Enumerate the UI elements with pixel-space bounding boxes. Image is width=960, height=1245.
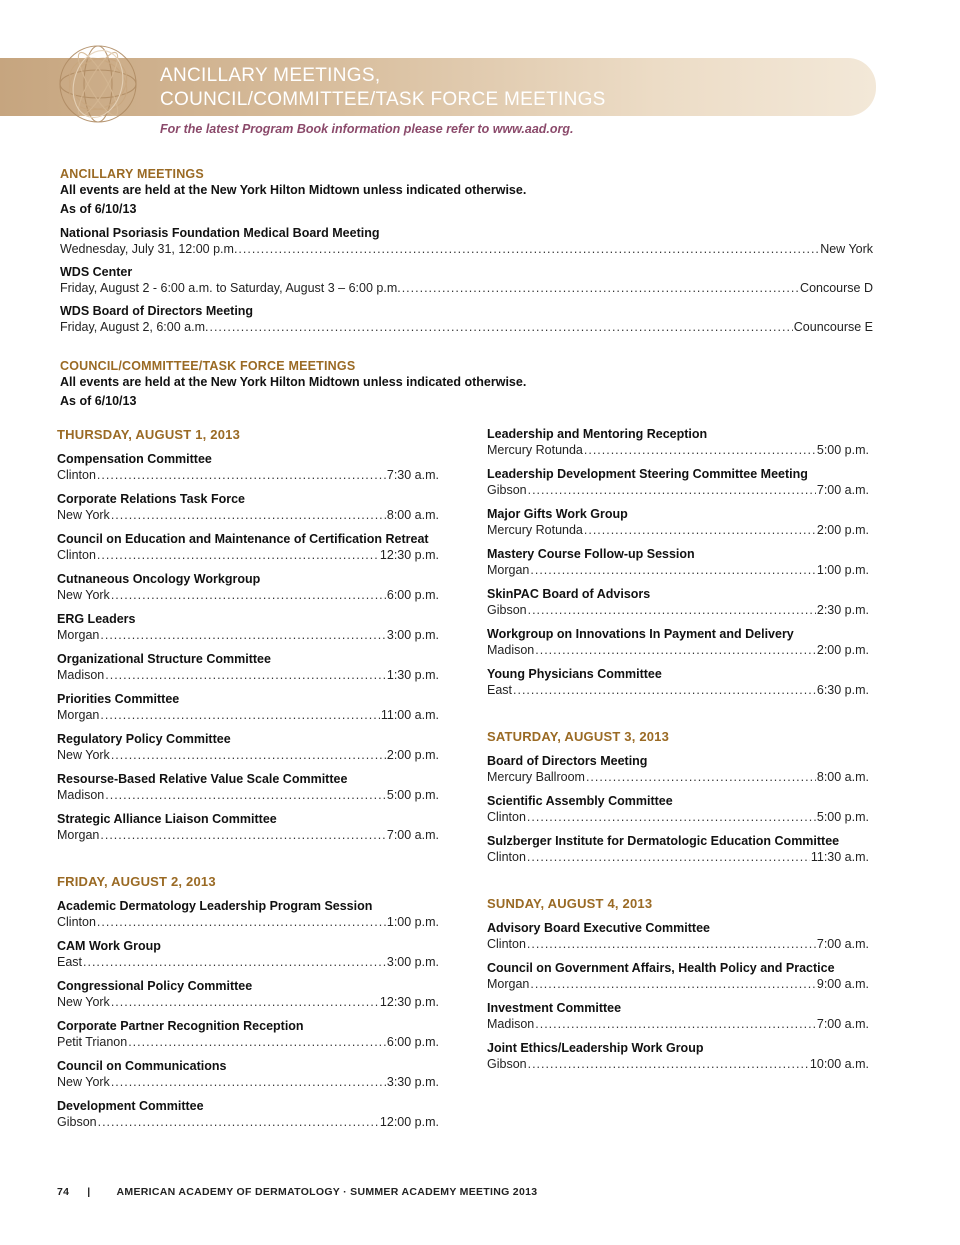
- meeting-time: Concourse D: [800, 281, 873, 295]
- meeting-title: CAM Work Group: [57, 939, 161, 953]
- dot-leader: [535, 642, 816, 659]
- meeting-title: Congressional Policy Committee: [57, 979, 253, 993]
- meeting-room: New York: [57, 588, 110, 602]
- ancillary-heading: ANCILLARY MEETINGS: [60, 167, 204, 181]
- dot-leader: [528, 482, 816, 499]
- meeting-room: New York: [57, 748, 110, 762]
- meeting-room: East: [57, 955, 83, 969]
- meeting-title: Investment Committee: [487, 1001, 622, 1015]
- dot-leader: [97, 467, 386, 484]
- meeting-time: 7:00 a.m.: [816, 937, 869, 951]
- leader-row: [57, 667, 439, 684]
- meeting-room: Gibson: [487, 483, 527, 497]
- page-title: [160, 64, 606, 112]
- council-intro: All events are held at the New York Hilton Midtown unless indicated otherwise.: [60, 375, 527, 389]
- dot-leader: [111, 507, 386, 524]
- meeting-time: 5:00 p.m.: [816, 443, 869, 457]
- dot-leader: [100, 627, 385, 644]
- meeting-room: New York: [57, 995, 110, 1009]
- meeting-item: [487, 833, 869, 866]
- council-heading: COUNCIL/COMMITTEE/TASK FORCE MEETINGS: [60, 359, 356, 373]
- meeting-title: Council on Education and Maintenance of Certification Retreat: [57, 532, 429, 546]
- meeting-time: 5:00 p.m.: [816, 810, 869, 824]
- leader-row: [487, 936, 869, 953]
- meeting-room: Gibson: [487, 603, 527, 617]
- leader-row: [487, 769, 869, 786]
- dot-leader: [97, 547, 379, 564]
- dot-leader: [530, 562, 815, 579]
- meeting-room: Clinton: [57, 468, 96, 482]
- dot-leader: [535, 1016, 816, 1033]
- meeting-title: Regulatory Policy Committee: [57, 732, 231, 746]
- meeting-title: Cutnaneous Oncology Workgroup: [57, 572, 261, 586]
- meeting-time: 2:00 p.m.: [816, 523, 869, 537]
- meeting-title: Major Gifts Work Group: [487, 507, 628, 521]
- ancillary-intro: All events are held at the New York Hilton Midtown unless indicated otherwise.: [60, 183, 527, 197]
- meeting-item: [487, 1000, 869, 1033]
- leader-row: [487, 562, 869, 579]
- meeting-title: Resourse-Based Relative Value Scale Committee: [57, 772, 348, 786]
- meeting-item: [57, 451, 439, 484]
- dot-leader: [527, 936, 816, 953]
- ancillary-entry: [60, 264, 873, 297]
- group-spacer: [487, 873, 869, 895]
- leader-row: [60, 319, 873, 336]
- leader-row: [487, 976, 869, 993]
- meeting-title: Academic Dermatology Leadership Program Session: [57, 899, 373, 913]
- meeting-time: 3:30 p.m.: [386, 1075, 439, 1089]
- leader-row: [57, 1114, 439, 1131]
- meeting-title: WDS Center: [60, 265, 133, 279]
- leader-row: [57, 787, 439, 804]
- globe-logo-icon: [56, 42, 140, 126]
- meeting-time: 7:00 a.m.: [816, 1017, 869, 1031]
- page-number: 74: [57, 1186, 70, 1198]
- meeting-title: Strategic Alliance Liaison Committee: [57, 812, 277, 826]
- ancillary-section: [60, 167, 873, 336]
- footer-separator: |: [87, 1186, 91, 1198]
- council-date: As of 6/10/13: [60, 394, 137, 408]
- meeting-room: Petit Trianon: [57, 1035, 128, 1049]
- meeting-room: Mercury Ballroom: [487, 770, 585, 784]
- meeting-title: Workgroup on Innovations In Payment and Delivery: [487, 627, 794, 641]
- leader-row: [487, 849, 869, 866]
- meeting-item: [57, 731, 439, 764]
- dot-leader: [128, 1034, 386, 1051]
- leader-row: [487, 602, 869, 619]
- leader-row: [57, 1074, 439, 1091]
- leader-row: [57, 1034, 439, 1051]
- leader-row: [487, 1016, 869, 1033]
- meeting-time: 10:00 a.m.: [809, 1057, 869, 1071]
- day-heading: FRIDAY, AUGUST 2, 2013: [57, 874, 216, 889]
- note-prefix: For the latest Program Book information please refer to: [160, 122, 490, 136]
- meeting-room: Morgan: [487, 563, 530, 577]
- leader-row: [57, 994, 439, 1011]
- leader-row: [57, 467, 439, 484]
- meeting-room: East: [487, 683, 513, 697]
- meeting-item: [487, 666, 869, 699]
- dot-leader: [111, 587, 386, 604]
- council-section: [60, 359, 873, 411]
- dot-leader: [530, 976, 815, 993]
- dot-leader: [98, 1114, 379, 1131]
- meeting-item: [487, 466, 869, 499]
- meeting-item: [57, 651, 439, 684]
- ancillary-entry: [60, 225, 873, 258]
- leader-row: [60, 241, 873, 258]
- dot-leader: [100, 707, 379, 724]
- meeting-room: Madison: [57, 788, 105, 802]
- dot-leader: [238, 241, 819, 258]
- dot-leader: [100, 827, 385, 844]
- meeting-title: Council on Communications: [57, 1059, 227, 1073]
- meeting-room: Mercury Rotunda: [487, 443, 583, 457]
- meeting-room: Madison: [487, 1017, 535, 1031]
- dot-leader: [97, 914, 386, 931]
- meeting-room: Gibson: [487, 1057, 527, 1071]
- leader-row: [57, 747, 439, 764]
- leader-row: [487, 682, 869, 699]
- leader-row: [487, 809, 869, 826]
- leader-row: [487, 482, 869, 499]
- meeting-item: [487, 920, 869, 953]
- meeting-time: 6:00 p.m.: [386, 588, 439, 602]
- dot-leader: [111, 994, 379, 1011]
- meeting-room: Clinton: [57, 548, 96, 562]
- day-heading: SATURDAY, AUGUST 3, 2013: [487, 729, 670, 744]
- meeting-time: 2:00 p.m.: [386, 748, 439, 762]
- leader-row: [57, 507, 439, 524]
- page-footer: [57, 1186, 537, 1198]
- dot-leader: [105, 787, 386, 804]
- meeting-title: Council on Government Affairs, Health Policy and Practice: [487, 961, 835, 975]
- meeting-item: [487, 586, 869, 619]
- meeting-item: [57, 898, 439, 931]
- meeting-item: [57, 611, 439, 644]
- meeting-title: WDS Board of Directors Meeting: [60, 304, 254, 318]
- meeting-item: [57, 771, 439, 804]
- meeting-time: Councourse E: [793, 320, 873, 334]
- meeting-time: 6:30 p.m.: [816, 683, 869, 697]
- meeting-time: 5:00 p.m.: [386, 788, 439, 802]
- meeting-room: Clinton: [57, 915, 96, 929]
- meeting-time: 7:00 a.m.: [386, 828, 439, 842]
- dot-leader: [105, 667, 386, 684]
- meeting-item: [487, 753, 869, 786]
- meeting-time: 2:30 p.m.: [816, 603, 869, 617]
- meeting-room: Clinton: [487, 937, 526, 951]
- leader-row: [487, 522, 869, 539]
- leader-row: [57, 914, 439, 931]
- meeting-title: Priorities Committee: [57, 692, 180, 706]
- leader-row: [487, 1056, 869, 1073]
- meeting-time: 2:00 p.m.: [816, 643, 869, 657]
- dot-leader: [527, 849, 810, 866]
- meeting-time: 8:00 a.m.: [816, 770, 869, 784]
- meeting-room: Clinton: [487, 850, 526, 864]
- meeting-time: 1:00 p.m.: [386, 915, 439, 929]
- meeting-time: 6:00 p.m.: [386, 1035, 439, 1049]
- title-line-1: ANCILLARY MEETINGS,: [160, 65, 381, 86]
- meeting-item: [57, 571, 439, 604]
- meeting-time: 9:00 a.m.: [816, 977, 869, 991]
- meeting-title: Compensation Committee: [57, 452, 212, 466]
- meeting-room: Morgan: [57, 708, 100, 722]
- meeting-room: Morgan: [487, 977, 530, 991]
- meeting-time: 1:00 p.m.: [816, 563, 869, 577]
- dot-leader: [528, 602, 816, 619]
- dot-leader: [83, 954, 386, 971]
- meeting-time: 7:00 a.m.: [816, 483, 869, 497]
- meeting-title: Leadership Development Steering Committee Meeting: [487, 467, 808, 481]
- meeting-room: New York: [57, 1075, 110, 1089]
- meeting-item: [487, 1040, 869, 1073]
- meeting-item: [57, 1098, 439, 1131]
- meeting-room: Clinton: [487, 810, 526, 824]
- meeting-room: New York: [57, 508, 110, 522]
- meeting-room: Madison: [487, 643, 535, 657]
- right-column: [487, 426, 869, 1080]
- dot-leader: [111, 1074, 386, 1091]
- leader-row: [57, 954, 439, 971]
- meeting-item: [57, 1058, 439, 1091]
- left-column: [57, 426, 439, 1138]
- meeting-item: [57, 811, 439, 844]
- meeting-room: Madison: [57, 668, 105, 682]
- aad-link[interactable]: www.aad.org: [492, 122, 571, 136]
- meeting-item: [487, 793, 869, 826]
- dot-leader: [513, 682, 816, 699]
- group-spacer: [487, 706, 869, 728]
- leader-row: [60, 280, 873, 297]
- day-heading: SUNDAY, AUGUST 4, 2013: [487, 896, 653, 911]
- meeting-time: 12:30 p.m.: [379, 995, 439, 1009]
- meeting-title: Scientific Assembly Committee: [487, 794, 673, 808]
- meeting-item: [487, 506, 869, 539]
- meeting-title: Development Committee: [57, 1099, 204, 1113]
- ancillary-entry: [60, 303, 873, 336]
- meeting-title: Young Physicians Committee: [487, 667, 662, 681]
- meeting-title: Organizational Structure Committee: [57, 652, 271, 666]
- meeting-title: Joint Ethics/Leadership Work Group: [487, 1041, 704, 1055]
- meeting-item: [57, 531, 439, 564]
- meeting-time: 12:00 p.m.: [379, 1115, 439, 1129]
- meeting-title: Sulzberger Institute for Dermatologic Education Committee: [487, 834, 840, 848]
- meeting-title: National Psoriasis Foundation Medical Board Meeting: [60, 226, 380, 240]
- meeting-title: ERG Leaders: [57, 612, 136, 626]
- meeting-room: Morgan: [57, 828, 100, 842]
- meeting-title: Mastery Course Follow-up Session: [487, 547, 695, 561]
- meeting-item: [57, 938, 439, 971]
- leader-row: [57, 707, 439, 724]
- program-note: [160, 122, 574, 136]
- meeting-room: Morgan: [57, 628, 100, 642]
- meeting-time: 8:00 a.m.: [386, 508, 439, 522]
- meeting-item: [487, 960, 869, 993]
- leader-row: [57, 547, 439, 564]
- meeting-room: Friday, August 2, 6:00 a.m.: [60, 320, 209, 334]
- meeting-title: Corporate Relations Task Force: [57, 492, 246, 506]
- day-heading: THURSDAY, AUGUST 1, 2013: [57, 427, 241, 442]
- dot-leader: [111, 747, 386, 764]
- footer-text: AMERICAN ACADEMY OF DERMATOLOGY · SUMMER ACADEMY MEETING 2013: [116, 1186, 538, 1198]
- leader-row: [57, 627, 439, 644]
- meeting-item: [487, 426, 869, 459]
- meeting-time: 3:00 p.m.: [386, 955, 439, 969]
- dot-leader: [584, 442, 816, 459]
- leader-row: [487, 642, 869, 659]
- dot-leader: [528, 1056, 809, 1073]
- meeting-item: [57, 1018, 439, 1051]
- meeting-room: Gibson: [57, 1115, 97, 1129]
- dot-leader: [402, 280, 799, 297]
- leader-row: [57, 827, 439, 844]
- ancillary-date: As of 6/10/13: [60, 202, 137, 216]
- meeting-time: 11:00 a.m.: [380, 708, 439, 722]
- dot-leader: [209, 319, 792, 336]
- meeting-room: Wednesday, July 31, 12:00 p.m.: [60, 242, 238, 256]
- meeting-room: Mercury Rotunda: [487, 523, 583, 537]
- meeting-time: 3:00 p.m.: [386, 628, 439, 642]
- group-spacer: [57, 851, 439, 873]
- meeting-item: [57, 491, 439, 524]
- meeting-title: Advisory Board Executive Committee: [487, 921, 710, 935]
- leader-row: [487, 442, 869, 459]
- meeting-item: [487, 626, 869, 659]
- note-suffix: .: [570, 122, 574, 136]
- dot-leader: [584, 522, 816, 539]
- meeting-title: Leadership and Mentoring Reception: [487, 427, 708, 441]
- leader-row: [57, 587, 439, 604]
- meeting-title: SkinPAC Board of Advisors: [487, 587, 651, 601]
- meeting-time: 11:30 a.m.: [810, 850, 869, 864]
- dot-leader: [527, 809, 816, 826]
- meeting-time: New York: [820, 242, 873, 256]
- meeting-time: 12:30 p.m.: [379, 548, 439, 562]
- meeting-title: Board of Directors Meeting: [487, 754, 648, 768]
- meeting-item: [57, 691, 439, 724]
- meeting-title: Corporate Partner Recognition Reception: [57, 1019, 304, 1033]
- meeting-room: Friday, August 2 - 6:00 a.m. to Saturday, August 3 – 6:00 p.m.: [60, 281, 401, 295]
- meeting-time: 7:30 a.m.: [386, 468, 439, 482]
- dot-leader: [586, 769, 816, 786]
- meeting-time: 1:30 p.m.: [386, 668, 439, 682]
- meeting-item: [487, 546, 869, 579]
- title-line-2: COUNCIL/COMMITTEE/TASK FORCE MEETINGS: [160, 89, 606, 110]
- meeting-item: [57, 978, 439, 1011]
